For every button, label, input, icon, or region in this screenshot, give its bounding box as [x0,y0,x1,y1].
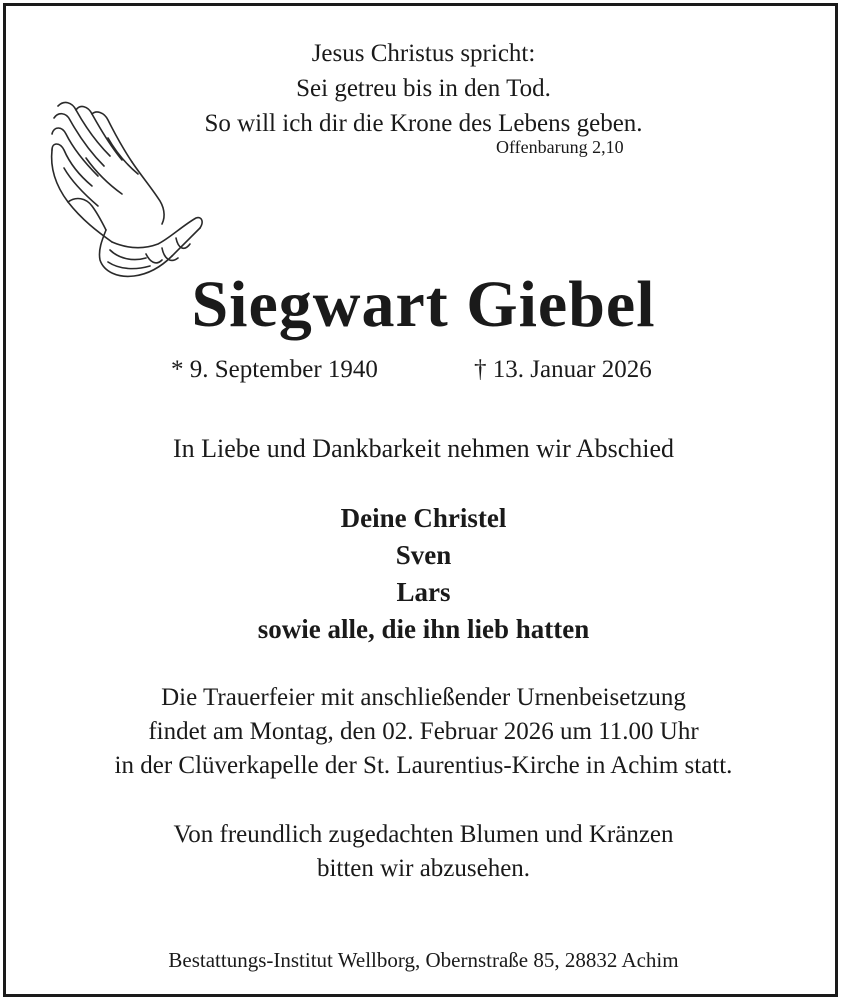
farewell-text: In Liebe und Dankbarkeit nehmen wir Abschied [172,434,675,463]
verse-reference: Offenbarung 2,10 [496,137,624,157]
mourner: Lars [396,577,451,607]
mourner: Sven [395,540,452,570]
mourners-list [6,500,841,648]
flowers-line: Von freundlich zugedachten Blumen und Kränzen [173,821,674,848]
ceremony-details [6,681,841,783]
obituary-frame [3,3,838,997]
verse-line: So will ich dir die Krone des Lebens geben. [204,110,643,137]
flowers-request [6,818,841,886]
verse-line: Sei getreu bis in den Tod. [296,75,551,102]
ceremony-line: in der Clüverkapelle der St. Laurentius-Kirche in Achim statt. [114,752,733,779]
deceased-name: Siegwart Giebel [191,268,656,341]
mourner: sowie alle, die ihn lieb hatten [257,614,590,644]
verse-line: Jesus Christus spricht: [311,40,536,67]
praying-hands-icon [46,98,204,284]
flowers-line: bitten wir abzusehen. [316,855,531,882]
birth-date: * 9. September 1940 [171,356,378,383]
ceremony-line: findet am Montag, den 02. Februar 2026 um 11.00 Uhr [148,718,699,745]
mourner: Deine Christel [340,503,507,533]
ceremony-line: Die Trauerfeier mit anschließender Urnenbeisetzung [161,684,686,711]
undertaker-info: Bestattungs-Institut Wellborg, Obernstraße 85, 28832 Achim [168,948,679,972]
death-date: † 13. Januar 2026 [474,356,652,383]
